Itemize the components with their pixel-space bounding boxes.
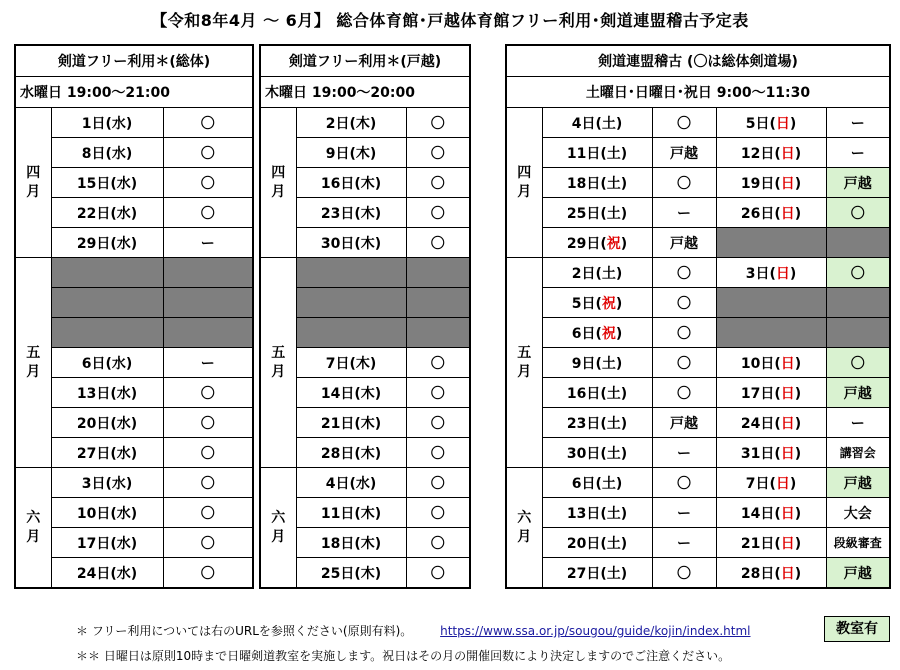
date-cell: 21日(日) (716, 528, 826, 558)
date-cell: 30日(木) (296, 228, 406, 258)
date-cell: 8日(水) (51, 138, 163, 168)
date-cell: 17日(水) (51, 528, 163, 558)
date-cell: 4日(水) (296, 468, 406, 498)
date-cell: 29日(祝) (542, 228, 652, 258)
status-cell: 〇 (826, 348, 890, 378)
status-cell: 戸越 (652, 138, 716, 168)
date-cell: 3日(水) (51, 468, 163, 498)
date-cell: 27日(土) (542, 558, 652, 589)
status-cell: ー (826, 408, 890, 438)
date-cell: 2日(木) (296, 108, 406, 138)
date-cell: 2日(土) (542, 258, 652, 288)
blank-cell (716, 228, 826, 258)
status-cell: 〇 (406, 468, 470, 498)
page-title: 【令和8年4月 〜 6月】 総合体育館･戸越体育館フリー利用･剣道連盟稽古予定表 (151, 11, 749, 30)
status-cell: ー (652, 528, 716, 558)
date-cell: 7日(木) (296, 348, 406, 378)
date-cell: 4日(土) (542, 108, 652, 138)
blank-cell (51, 288, 163, 318)
blank-cell (163, 258, 253, 288)
table-subheader: 土曜日･日曜日･祝日 9:00〜11:30 (506, 77, 890, 108)
status-cell: 〇 (652, 108, 716, 138)
date-cell: 27日(水) (51, 438, 163, 468)
date-cell: 1日(水) (51, 108, 163, 138)
date-cell: 16日(木) (296, 168, 406, 198)
status-cell: 戸越 (826, 558, 890, 589)
date-cell: 23日(土) (542, 408, 652, 438)
date-cell: 6日(水) (51, 348, 163, 378)
status-cell: 〇 (652, 288, 716, 318)
sunday-note: ＊＊ 日曜日は原則10時まで日曜剣道教室を実施します。祝日はその月の開催回数により決定しますのでご注意ください。 (76, 649, 731, 663)
status-cell: 〇 (163, 438, 253, 468)
month-label: 五月 (506, 258, 542, 468)
status-cell: 〇 (163, 108, 253, 138)
date-cell: 12日(日) (716, 138, 826, 168)
month-label: 五月 (260, 258, 296, 468)
blank-cell (296, 258, 406, 288)
status-cell: 〇 (652, 468, 716, 498)
date-cell: 24日(日) (716, 408, 826, 438)
date-cell: 18日(木) (296, 528, 406, 558)
classroom-legend: 教室有 (824, 616, 890, 642)
blank-cell (826, 318, 890, 348)
status-cell: ー (826, 138, 890, 168)
date-cell: 10日(水) (51, 498, 163, 528)
blank-cell (406, 288, 470, 318)
blank-cell (296, 318, 406, 348)
date-cell: 11日(土) (542, 138, 652, 168)
date-cell: 26日(日) (716, 198, 826, 228)
date-cell: 13日(土) (542, 498, 652, 528)
status-cell: 戸越 (826, 378, 890, 408)
date-cell: 14日(日) (716, 498, 826, 528)
date-cell: 13日(水) (51, 378, 163, 408)
blank-cell (826, 228, 890, 258)
table-togoshi-free (259, 44, 471, 589)
status-cell: 〇 (406, 528, 470, 558)
blank-cell (716, 318, 826, 348)
blank-cell (51, 258, 163, 288)
blank-cell (163, 288, 253, 318)
blank-cell (163, 318, 253, 348)
status-cell: 〇 (406, 348, 470, 378)
status-cell: 〇 (163, 378, 253, 408)
date-cell: 28日(日) (716, 558, 826, 589)
status-cell: 戸越 (652, 228, 716, 258)
note-text: ＊ フリー利用については右のURLを参照ください(原則有料)。 (76, 624, 413, 638)
status-cell: 〇 (406, 168, 470, 198)
status-cell: 〇 (163, 558, 253, 589)
status-cell: 〇 (652, 168, 716, 198)
date-cell: 29日(水) (51, 228, 163, 258)
date-cell: 23日(木) (296, 198, 406, 228)
status-cell: 〇 (826, 258, 890, 288)
date-cell: 10日(日) (716, 348, 826, 378)
date-cell: 9日(土) (542, 348, 652, 378)
status-cell: 〇 (163, 468, 253, 498)
date-cell: 15日(水) (51, 168, 163, 198)
blank-cell (716, 288, 826, 318)
table-sogo-free (14, 44, 254, 589)
status-cell: 戸越 (826, 168, 890, 198)
status-cell: ー (163, 228, 253, 258)
date-cell: 25日(土) (542, 198, 652, 228)
date-cell: 20日(土) (542, 528, 652, 558)
status-cell: 〇 (652, 318, 716, 348)
month-label: 五月 (15, 258, 51, 468)
status-cell: 〇 (406, 198, 470, 228)
status-cell: 〇 (652, 558, 716, 589)
date-cell: 25日(木) (296, 558, 406, 589)
month-label: 四月 (15, 108, 51, 258)
month-label: 六月 (260, 468, 296, 589)
date-cell: 28日(木) (296, 438, 406, 468)
status-cell: 段級審査 (826, 528, 890, 558)
status-cell: 〇 (826, 198, 890, 228)
free-use-note (76, 622, 751, 639)
status-cell: 〇 (163, 138, 253, 168)
date-cell: 24日(水) (51, 558, 163, 589)
status-cell: ー (826, 108, 890, 138)
date-cell: 21日(木) (296, 408, 406, 438)
status-cell: 〇 (652, 348, 716, 378)
blank-cell (406, 318, 470, 348)
date-cell: 19日(日) (716, 168, 826, 198)
status-cell: ー (652, 438, 716, 468)
status-cell: ー (652, 198, 716, 228)
status-cell: 〇 (163, 408, 253, 438)
status-cell: 〇 (652, 378, 716, 408)
table-header: 剣道フリー利用＊(戸越) (260, 45, 470, 77)
status-cell: 〇 (652, 258, 716, 288)
date-cell: 31日(日) (716, 438, 826, 468)
status-cell: 〇 (406, 558, 470, 589)
table-renmei-keiko (505, 44, 891, 589)
status-cell: 〇 (406, 408, 470, 438)
status-cell: 〇 (163, 198, 253, 228)
status-cell: 〇 (406, 378, 470, 408)
date-cell: 7日(日) (716, 468, 826, 498)
info-link[interactable]: https://www.ssa.or.jp/sougou/guide/kojin/index.html (440, 624, 751, 638)
date-cell: 3日(日) (716, 258, 826, 288)
date-cell: 17日(日) (716, 378, 826, 408)
status-cell: 〇 (406, 438, 470, 468)
status-cell: 講習会 (826, 438, 890, 468)
status-cell: 〇 (406, 498, 470, 528)
month-label: 四月 (506, 108, 542, 258)
blank-cell (406, 258, 470, 288)
date-cell: 6日(土) (542, 468, 652, 498)
status-cell: 戸越 (826, 468, 890, 498)
date-cell: 11日(木) (296, 498, 406, 528)
status-cell: 戸越 (652, 408, 716, 438)
date-cell: 18日(土) (542, 168, 652, 198)
status-cell: 大会 (826, 498, 890, 528)
status-cell: 〇 (163, 528, 253, 558)
table-subheader: 水曜日 19:00〜21:00 (15, 77, 253, 108)
blank-cell (51, 318, 163, 348)
status-cell: ー (163, 348, 253, 378)
table-header: 剣道連盟稽古 (〇は総体剣道場) (506, 45, 890, 77)
status-cell: ー (652, 498, 716, 528)
date-cell: 16日(土) (542, 378, 652, 408)
status-cell: 〇 (406, 228, 470, 258)
blank-cell (826, 288, 890, 318)
status-cell: 〇 (406, 108, 470, 138)
table-subheader: 木曜日 19:00〜20:00 (260, 77, 470, 108)
blank-cell (296, 288, 406, 318)
date-cell: 5日(日) (716, 108, 826, 138)
date-cell: 9日(木) (296, 138, 406, 168)
date-cell: 20日(水) (51, 408, 163, 438)
date-cell: 30日(土) (542, 438, 652, 468)
status-cell: 〇 (163, 498, 253, 528)
status-cell: 〇 (406, 138, 470, 168)
table-header: 剣道フリー利用＊(総体) (15, 45, 253, 77)
date-cell: 5日(祝) (542, 288, 652, 318)
month-label: 四月 (260, 108, 296, 258)
status-cell: 〇 (163, 168, 253, 198)
date-cell: 14日(木) (296, 378, 406, 408)
month-label: 六月 (506, 468, 542, 589)
date-cell: 22日(水) (51, 198, 163, 228)
date-cell: 6日(祝) (542, 318, 652, 348)
month-label: 六月 (15, 468, 51, 589)
